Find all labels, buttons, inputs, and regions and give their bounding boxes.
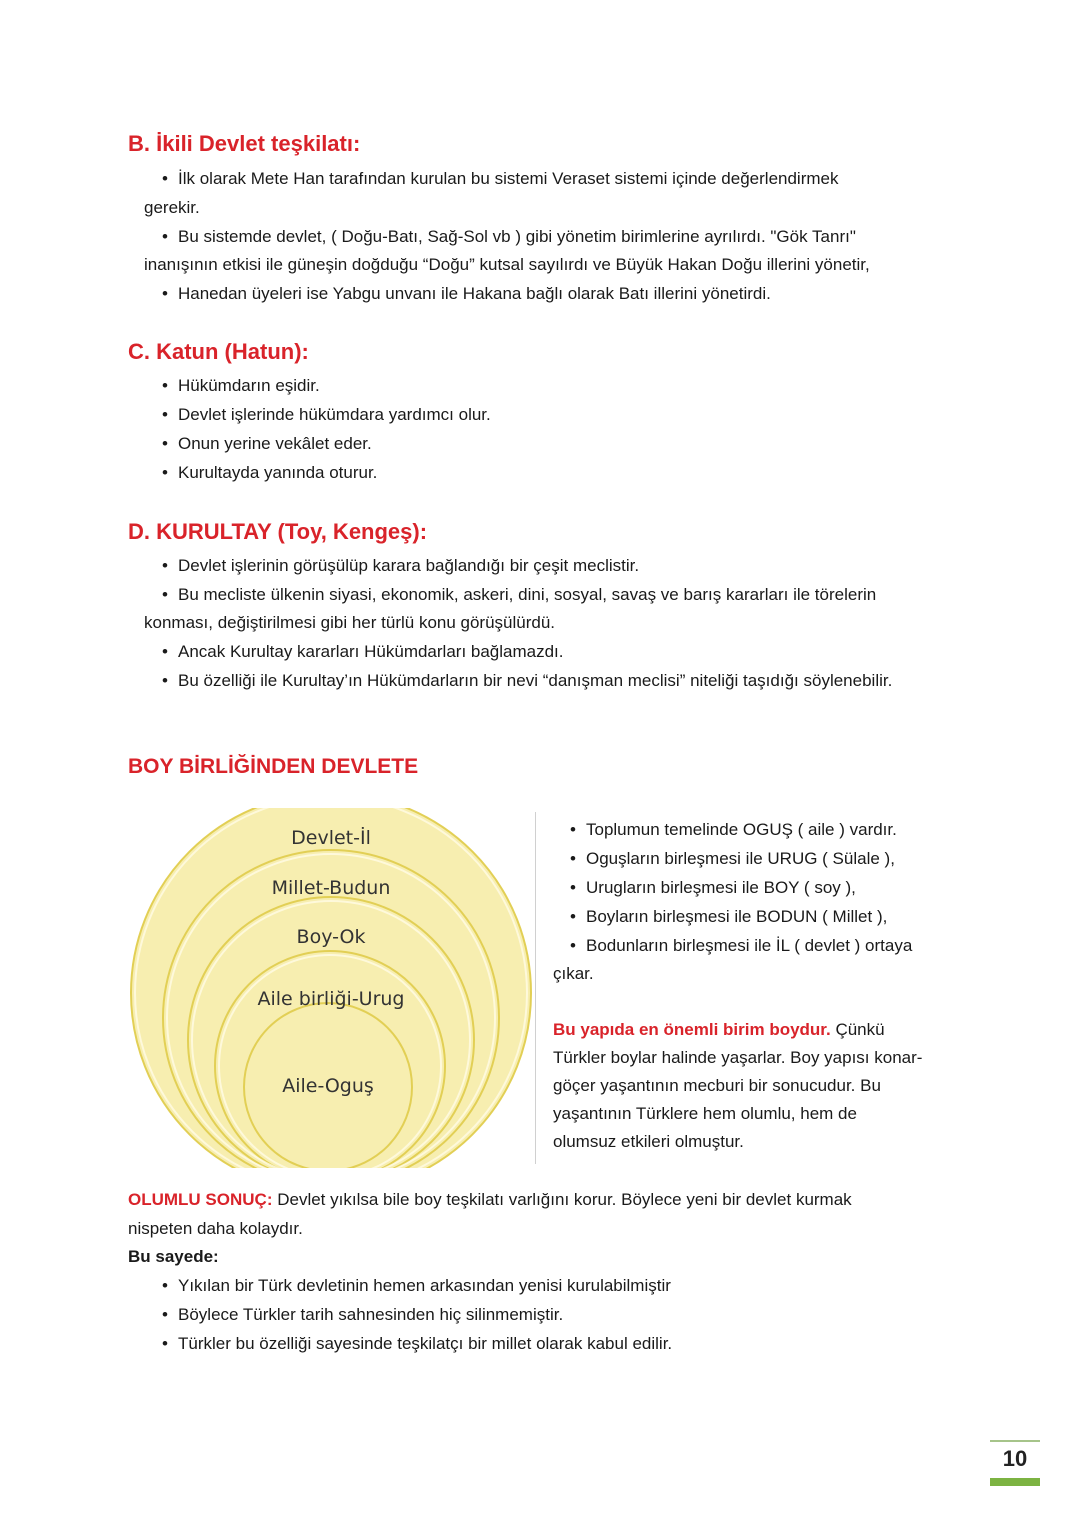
boy-bullet: • Oguşların birleşmesi ile URUG ( Sülale ), — [570, 849, 895, 868]
olumlu-item-text: Böylece Türkler tarih sahnesinden hiç silinmemiştir. — [178, 1305, 564, 1324]
page-number-bar — [990, 1478, 1040, 1486]
section-c-item-text: Onun yerine vekâlet eder. — [178, 434, 372, 453]
section-d-title-text: D. KURULTAY (Toy, Kengeş): — [128, 519, 428, 544]
olumlu-label: OLUMLU SONUÇ: — [128, 1190, 273, 1209]
boy-bullet-text: Oguşların birleşmesi ile URUG ( Sülale ), — [586, 849, 895, 868]
section-b-paragraph-1-cont: gerekir. — [144, 198, 200, 217]
section-d-paragraph-4: • Bu özelliği ile Kurultay’ın Hükümdarların bir nevi “danışman meclisi” niteliği taşıdığı söylenebilir. — [162, 671, 893, 690]
section-b-p3-text: Hanedan üyeleri ise Yabgu unvanı ile Hakana bağlı olarak Batı illerini yönetirdi. — [178, 284, 771, 303]
boy-bullet-text: Urugların birleşmesi ile BOY ( soy ), — [586, 878, 856, 897]
boy-paragraph-l1-text: Çünkü — [830, 1020, 885, 1039]
olumlu-item: • Böylece Türkler tarih sahnesinden hiç silinmemiştir. — [162, 1305, 564, 1324]
olumlu-item: • Yıkılan bir Türk devletinin hemen arkasından yenisi kurulabilmiştir — [162, 1276, 671, 1295]
boy-paragraph-line-3: göçer yaşantının mecburi bir sonucudur. Bu — [553, 1076, 881, 1095]
boy-bullet-text: Bodunların birleşmesi ile İL ( devlet ) ortaya — [586, 936, 913, 955]
boy-paragraph-line-4: yaşantının Türklere hem olumlu, hem de — [553, 1104, 857, 1123]
section-c-item-text: Devlet işlerinde hükümdara yardımcı olur. — [178, 405, 491, 424]
ring-label-millet-budun: Millet-Budun — [271, 877, 391, 899]
section-b-paragraph-1: • İlk olarak Mete Han tarafından kurulan bu sistemi Veraset sistemi içinde değerlendirmek — [162, 169, 839, 188]
boy-paragraph-line-5: olumsuz etkileri olmuştur. — [553, 1132, 744, 1151]
ring-label-aile-birligi-urug: Aile birliği-Urug — [257, 988, 405, 1010]
section-d-p2-text: Bu mecliste ülkenin siyasi, ekonomik, askeri, dini, sosyal, savaş ve barış kararları ile törelerin — [178, 585, 877, 604]
boy-bullet: • Toplumun temelinde OGUŞ ( aile ) vardır. — [570, 820, 897, 839]
boy-bullet: • Bodunların birleşmesi ile İL ( devlet ) ortaya — [570, 936, 913, 955]
section-d-p4-text: Bu özelliği ile Kurultay’ın Hükümdarların bir nevi “danışman meclisi” niteliği taşıdığı söylenebilir. — [178, 671, 893, 690]
section-c-item-text: Kurultayda yanında oturur. — [178, 463, 378, 482]
section-d-paragraph-2: • Bu mecliste ülkenin siyasi, ekonomik, askeri, dini, sosyal, savaş ve barış kararları ile törelerin — [162, 585, 877, 604]
section-c-item: • Onun yerine vekâlet eder. — [162, 434, 372, 453]
boy-bullet-text: Boyların birleşmesi ile BODUN ( Millet ), — [586, 907, 888, 926]
section-c-item: • Devlet işlerinde hükümdara yardımcı olur. — [162, 405, 491, 424]
section-b-paragraph-2: • Bu sistemde devlet, ( Doğu-Batı, Sağ-Sol vb ) gibi yönetim birimlerine ayrılırdı. "Gök Tanrı" — [162, 227, 856, 246]
nested-circles-diagram — [128, 808, 538, 1168]
section-b-title-text: B. İkili Devlet teşkilatı: — [128, 131, 361, 156]
bu-sayede-label: Bu sayede: — [128, 1247, 219, 1266]
section-d-p3-text: Ancak Kurultay kararları Hükümdarları bağlamazdı. — [178, 642, 564, 661]
page-number-top-rule — [990, 1440, 1040, 1442]
olumlu-item: • Türkler bu özelliği sayesinde teşkilatçı bir millet olarak kabul edilir. — [162, 1334, 673, 1353]
section-b-title — [128, 131, 360, 157]
boy-bullet-tail: çıkar. — [553, 964, 594, 983]
boy-section-title: BOY BİRLİĞİNDEN DEVLETE — [128, 755, 419, 778]
olumlu-line-2: nispeten daha kolaydır. — [128, 1219, 303, 1238]
section-d-p1-text: Devlet işlerinin görüşülüp karara bağlandığı bir çeşit meclistir. — [178, 556, 640, 575]
olumlu-item-text: Yıkılan bir Türk devletinin hemen arkasından yenisi kurulabilmiştir — [178, 1276, 671, 1295]
section-c-item-text: Hükümdarın eşidir. — [178, 376, 320, 395]
section-b-paragraph-2-cont: inanışının etkisi ile güneşin doğduğu “Doğu” kutsal sayılırdı ve Büyük Hakan Doğu illerini yönetir, — [144, 255, 870, 274]
section-c-title-text: C. Katun (Hatun): — [128, 339, 309, 364]
section-c-item: • Kurultayda yanında oturur. — [162, 463, 378, 482]
ring-label-devlet-il: Devlet-İl — [291, 827, 371, 849]
section-d-paragraph-1: • Devlet işlerinin görüşülüp karara bağlandığı bir çeşit meclistir. — [162, 556, 640, 575]
section-d-title — [128, 519, 427, 545]
boy-paragraph-highlight: Bu yapıda en önemli birim boydur. — [553, 1020, 831, 1039]
section-d-paragraph-2-cont: konması, değiştirilmesi gibi her türlü konu görüşülürdü. — [144, 613, 556, 632]
boy-bullet: • Boyların birleşmesi ile BODUN ( Millet ), — [570, 907, 888, 926]
section-b-paragraph-3: • Hanedan üyeleri ise Yabgu unvanı ile Hakana bağlı olarak Batı illerini yönetirdi. — [162, 284, 771, 303]
section-c-item: • Hükümdarın eşidir. — [162, 376, 320, 395]
boy-paragraph-line-1 — [553, 1019, 885, 1041]
column-divider — [535, 812, 536, 1164]
olumlu-line-1 — [128, 1189, 852, 1211]
ring-label-boy-ok: Boy-Ok — [296, 926, 366, 948]
page-number: 10 — [1002, 1446, 1028, 1471]
olumlu-item-text: Türkler bu özelliği sayesinde teşkilatçı bir millet olarak kabul edilir. — [178, 1334, 673, 1353]
boy-bullet: • Urugların birleşmesi ile BOY ( soy ), — [570, 878, 856, 897]
section-d-paragraph-3: • Ancak Kurultay kararları Hükümdarları bağlamazdı. — [162, 642, 564, 661]
olumlu-l1-text: Devlet yıkılsa bile boy teşkilatı varlığını korur. Böylece yeni bir devlet kurmak — [272, 1190, 852, 1209]
section-c-title — [128, 339, 309, 365]
boy-paragraph-line-2: Türkler boylar halinde yaşarlar. Boy yapısı konar- — [553, 1048, 923, 1067]
ring-label-aile-ogus: Aile-Oguş — [282, 1075, 374, 1097]
boy-bullet-text: Toplumun temelinde OGUŞ ( aile ) vardır. — [586, 820, 897, 839]
section-b-p1-text: İlk olarak Mete Han tarafından kurulan bu sistemi Veraset sistemi içinde değerlendirmek — [178, 169, 839, 188]
section-b-p2-text: Bu sistemde devlet, ( Doğu-Batı, Sağ-Sol vb ) gibi yönetim birimlerine ayrılırdı. "Gök Tanrı" — [178, 227, 856, 246]
